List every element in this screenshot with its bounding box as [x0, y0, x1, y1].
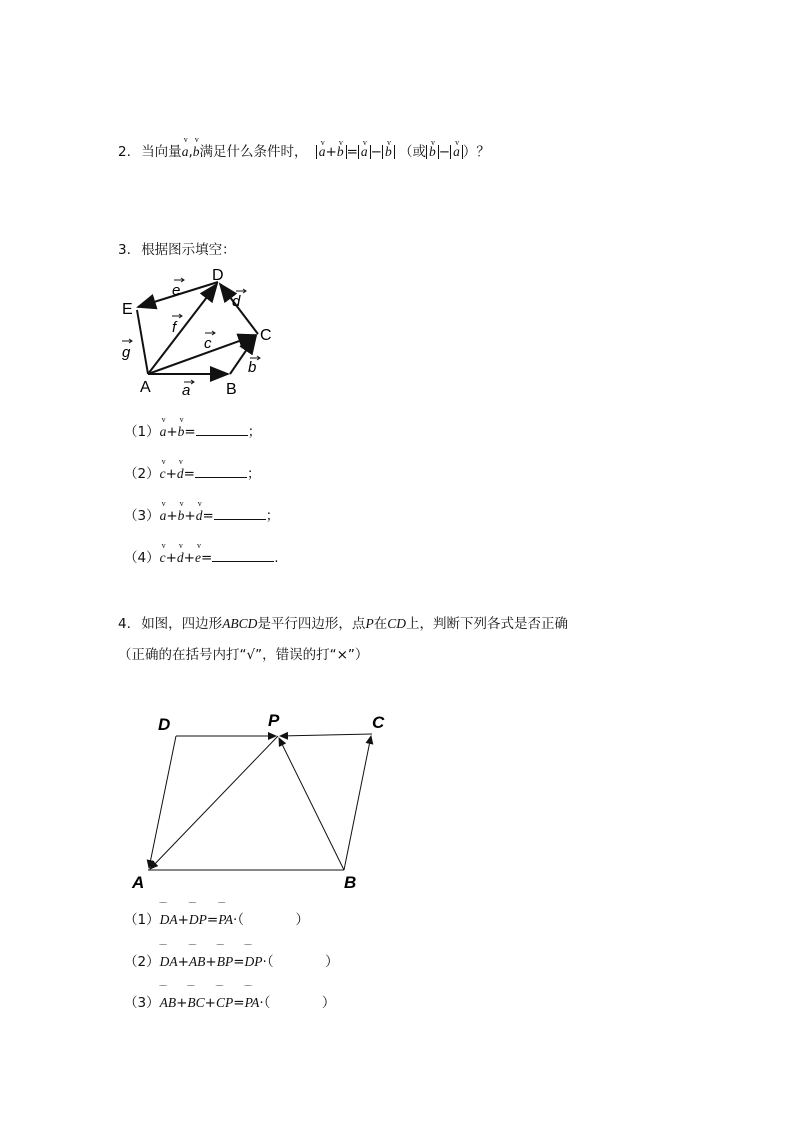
label-c: c — [204, 335, 212, 352]
plus-sign: + — [184, 508, 196, 524]
vector-term: v c — [160, 466, 166, 482]
item-end: ； — [247, 424, 262, 440]
question-3-title — [118, 238, 236, 258]
label-e: e — [172, 282, 181, 299]
plus-sign: + — [165, 466, 177, 482]
plus-sign: + — [205, 954, 217, 970]
q3-item — [124, 462, 260, 482]
q2-abs-b: v b — [382, 145, 395, 159]
plus-sign: + — [166, 424, 178, 440]
vector-term: v a — [160, 508, 167, 524]
answer-blank[interactable] — [196, 423, 248, 436]
q2-equals: = — [346, 144, 358, 160]
plus-sign: + — [177, 912, 189, 928]
vector-term: ‾‾‾ DA — [160, 954, 178, 970]
vector-CP — [280, 734, 372, 736]
q3-figure — [110, 262, 290, 402]
vector-term: v b — [178, 508, 185, 524]
vector-term: v e — [195, 550, 201, 566]
item-label: （3） — [124, 508, 160, 524]
q4-quad: ABCD — [222, 616, 258, 631]
item-end: . — [274, 550, 279, 566]
vector-BP — [279, 738, 344, 870]
answer-blank[interactable] — [212, 549, 274, 562]
item-label: （1） — [124, 912, 160, 928]
equals-sign: = — [184, 424, 196, 440]
question-2: 2. 当向量v a,v b满足什么条件时， v a+v b =v a −v b （或v b −v a ）？ — [118, 140, 490, 160]
q3-item — [124, 420, 261, 440]
dot: · — [232, 912, 238, 928]
dot: · — [259, 995, 264, 1011]
vector-term: v b — [178, 424, 185, 440]
vector-term: ‾‾‾ BC — [187, 995, 204, 1011]
q2-vector-a: v a — [182, 144, 189, 160]
plus-sign: + — [176, 995, 188, 1011]
plus-sign: + — [166, 508, 178, 524]
q2-minus: − — [370, 144, 382, 160]
answer-blank[interactable] — [195, 465, 247, 478]
equals-sign: = — [233, 995, 245, 1011]
plus-sign: + — [204, 995, 216, 1011]
vector-PA — [150, 736, 278, 869]
q4-figure — [128, 708, 408, 898]
q2-abs-a2: v a — [450, 145, 463, 159]
question-4-line1: 4. 如图，四边形ABCD是平行四边形，点P在CD上，判断下列各式是否正确 — [118, 616, 568, 632]
item-label: （2） — [124, 954, 160, 970]
vector-term: ‾‾‾ CP — [216, 995, 233, 1011]
point-D: D — [158, 715, 171, 734]
point-C: C — [372, 713, 385, 732]
q3-item — [124, 504, 279, 524]
q3-title: 根据图示填空： — [141, 242, 236, 258]
q2-abs-b2: v b — [426, 145, 439, 159]
point-A: A — [140, 379, 151, 396]
q4-item — [124, 991, 335, 1011]
q2-vector-b: v b — [193, 144, 200, 160]
answer-blank[interactable] — [214, 507, 266, 520]
q2-abs-sum: v a+v b — [316, 145, 347, 159]
point-A: A — [132, 873, 145, 892]
q2-text-a: 当向量 — [141, 144, 182, 160]
vector-term: ‾‾‾ DA — [160, 912, 178, 928]
vector-term: v d — [177, 550, 184, 566]
vector-term: v a — [160, 424, 167, 440]
item-end: ； — [246, 466, 261, 482]
q2-comma: , — [188, 144, 193, 160]
label-g: g — [122, 344, 131, 361]
point-C: C — [260, 327, 272, 344]
label-d: d — [232, 293, 241, 310]
q2-or-close: ）？ — [462, 144, 490, 160]
vector-DA — [149, 736, 176, 868]
point-P: P — [268, 711, 280, 730]
point-B: B — [226, 381, 237, 398]
item-end: ； — [265, 508, 280, 524]
vector-term: ‾‾‾ DP — [189, 912, 207, 928]
label-a: a — [182, 382, 191, 399]
vector-g — [137, 310, 148, 374]
equals-sign: = — [202, 508, 214, 524]
vector-term: ‾‾‾ PA — [245, 995, 260, 1011]
point-B: B — [344, 873, 357, 892]
plus-sign: + — [177, 954, 189, 970]
answer-paren[interactable]: （ ） — [266, 954, 339, 970]
q2-text-b: 满足什么条件时， — [199, 144, 308, 160]
point-E: E — [122, 301, 133, 318]
vector-term: ‾‾‾ AB — [160, 995, 177, 1011]
equals-sign: = — [200, 550, 213, 566]
answer-paren[interactable]: （ ） — [237, 912, 310, 928]
q3-number: 3. — [118, 242, 131, 258]
item-label: （2） — [124, 466, 160, 482]
q3-item — [124, 546, 279, 566]
item-label: （3） — [124, 995, 160, 1011]
q4-number: 4. — [118, 616, 131, 632]
q2-abs-a: v a — [358, 145, 371, 159]
equals-sign: = — [183, 466, 195, 482]
label-b: b — [248, 359, 257, 376]
q2-or-open: （或 — [399, 144, 427, 160]
point-D: D — [212, 267, 224, 284]
q4-point: P — [365, 616, 374, 631]
equals-sign: = — [206, 912, 219, 928]
equals-sign: = — [233, 954, 245, 970]
dot: · — [262, 954, 267, 970]
vector-term: ‾‾‾ DP — [245, 954, 263, 970]
q4-item — [124, 950, 339, 970]
vector-BC — [344, 736, 371, 870]
question-4-line2: （正确的在括号内打“√”，错误的打“×”） — [118, 647, 369, 663]
plus-sign: + — [183, 550, 195, 566]
vector-term: ‾‾‾ PA — [218, 912, 233, 928]
q4-seg: CD — [387, 616, 406, 631]
answer-paren[interactable]: （ ） — [263, 995, 336, 1011]
label-f: f — [172, 319, 177, 336]
q4-item — [124, 908, 309, 928]
vector-term: v d — [196, 508, 203, 524]
plus-sign: + — [165, 550, 177, 566]
q2-number: 2. — [118, 144, 131, 160]
item-label: （1） — [124, 424, 160, 440]
vector-term: v d — [177, 466, 184, 482]
item-label: （4） — [124, 550, 160, 566]
vector-term: ‾‾‾ AB — [189, 954, 206, 970]
vector-term: v c — [160, 550, 166, 566]
vector-term: ‾‾‾ BP — [217, 954, 234, 970]
